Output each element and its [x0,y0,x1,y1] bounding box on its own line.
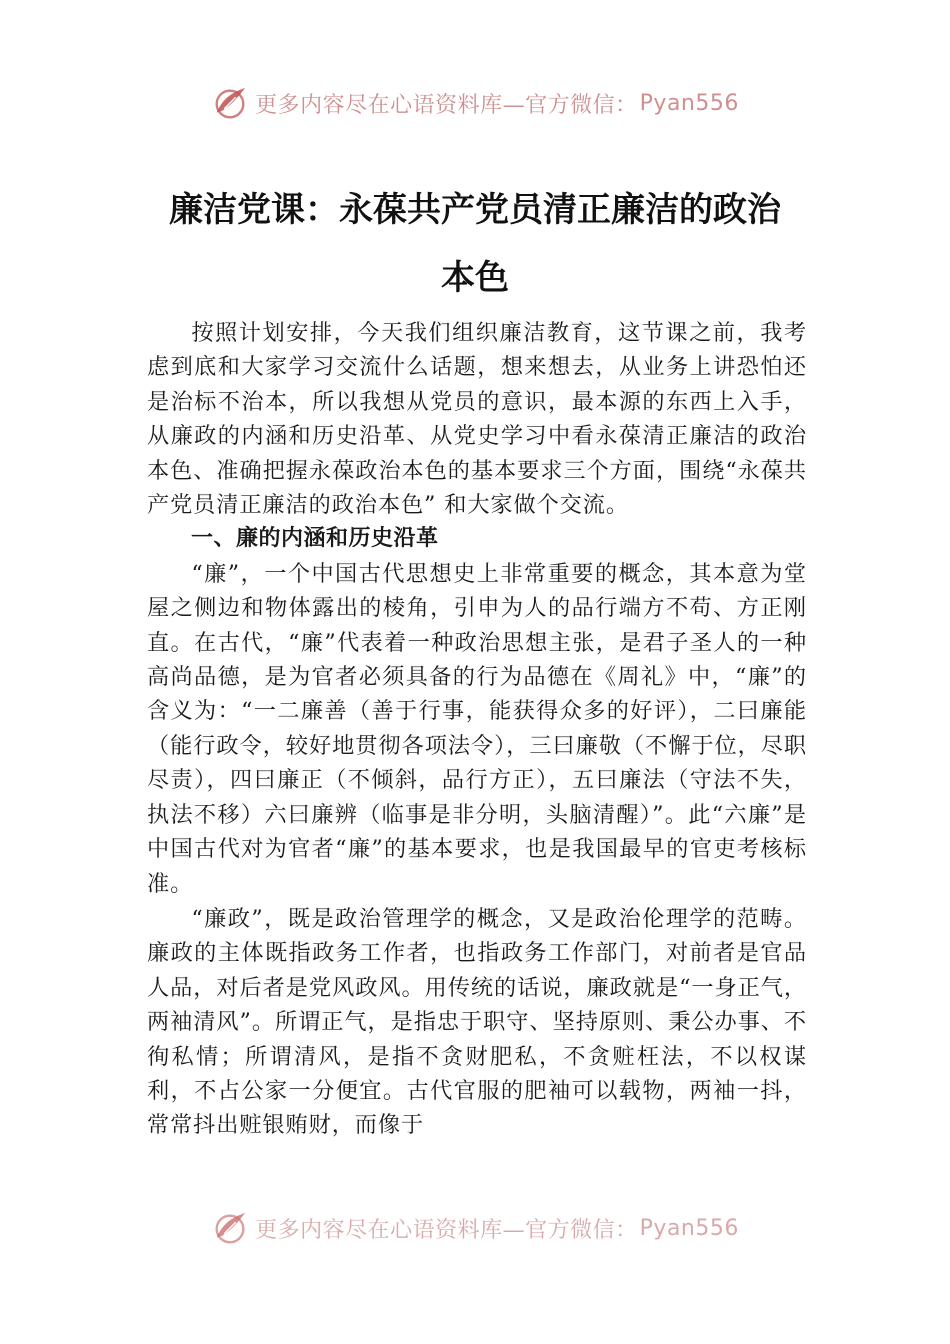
watermark-banner-top [0,84,950,122]
brush-logo-icon [211,1209,249,1247]
paragraph-intro: 按照计划安排，今天我们组织廉洁教育，这节课之前，我考虑到底和大家学习交流什么话题，想来想去，从业务上讲恐怕还是治标不治本，所以我想从党员的意识，最本源的东西上入手，从廉政的内涵和历史沿革、从党史学习中看永葆清正廉洁的政治本色、准确把握永葆政治本色的基本要求三个方面，围绕“永葆共产党员清正廉洁的政治本色” 和大家做个交流。 [147,320,807,519]
paragraph-lian: “廉”，一个中国古代思想史上非常重要的概念，其本意为堂屋之侧边和物体露出的棱角，引申为人的品行端方不苟、方正刚直。在古代，“廉”代表着一种政治思想主张，是君子圣人的一种高尚品德，是为官者必须具备的行为品德在《周礼》中，“廉”的含义为：“一二廉善（善于行事，能获得众多的好评），二曰廉能（能行政令，较好地贯彻各项法令），三曰廉敬（不懈于位，尽职尽责），四曰廉正（不倾斜，品行方正），五曰廉法（守法不失，执法不移）六曰廉辨（临事是非分明，头脑清醒）”。此“六廉”是中国古代对为官者“廉”的基本要求，也是我国最早的官吏考核标准。 [147,560,807,897]
document-title-line1: 廉洁党课：永葆共产党员清正廉洁的政治 [169,190,781,230]
banner-text: 更多内容尽在心语资料库—官方微信： [255,92,638,118]
document-title-line2: 本色 [441,258,509,298]
paragraph-lianzheng: “廉政”，既是政治管理学的概念，又是政治伦理学的范畴。廉政的主体既指政务工作者，也指政务工作部门，对前者是官品人品，对后者是党风政风。用传统的话说，廉政就是“一身正气，两袖清风”。所谓正气，是指忠于职守、坚持原则、秉公办事、不徇私情；所谓清风，是指不贪财肥私，不贪赃枉法，不以权谋利，不占公家一分便宜。古代官服的肥袖可以载物，两袖一抖，常常抖出赃银贿财，而像于 [147,905,807,1139]
brush-logo-icon [211,84,249,122]
banner-wechat-id: Pyan556 [639,90,739,116]
watermark-banner-bottom [0,1209,950,1247]
banner-wechat-id: Pyan556 [639,1215,739,1241]
document-body [147,316,807,1143]
banner-text: 更多内容尽在心语资料库—官方微信： [255,1217,638,1243]
section-heading: 一、廉的内涵和历史沿革 [191,526,439,552]
